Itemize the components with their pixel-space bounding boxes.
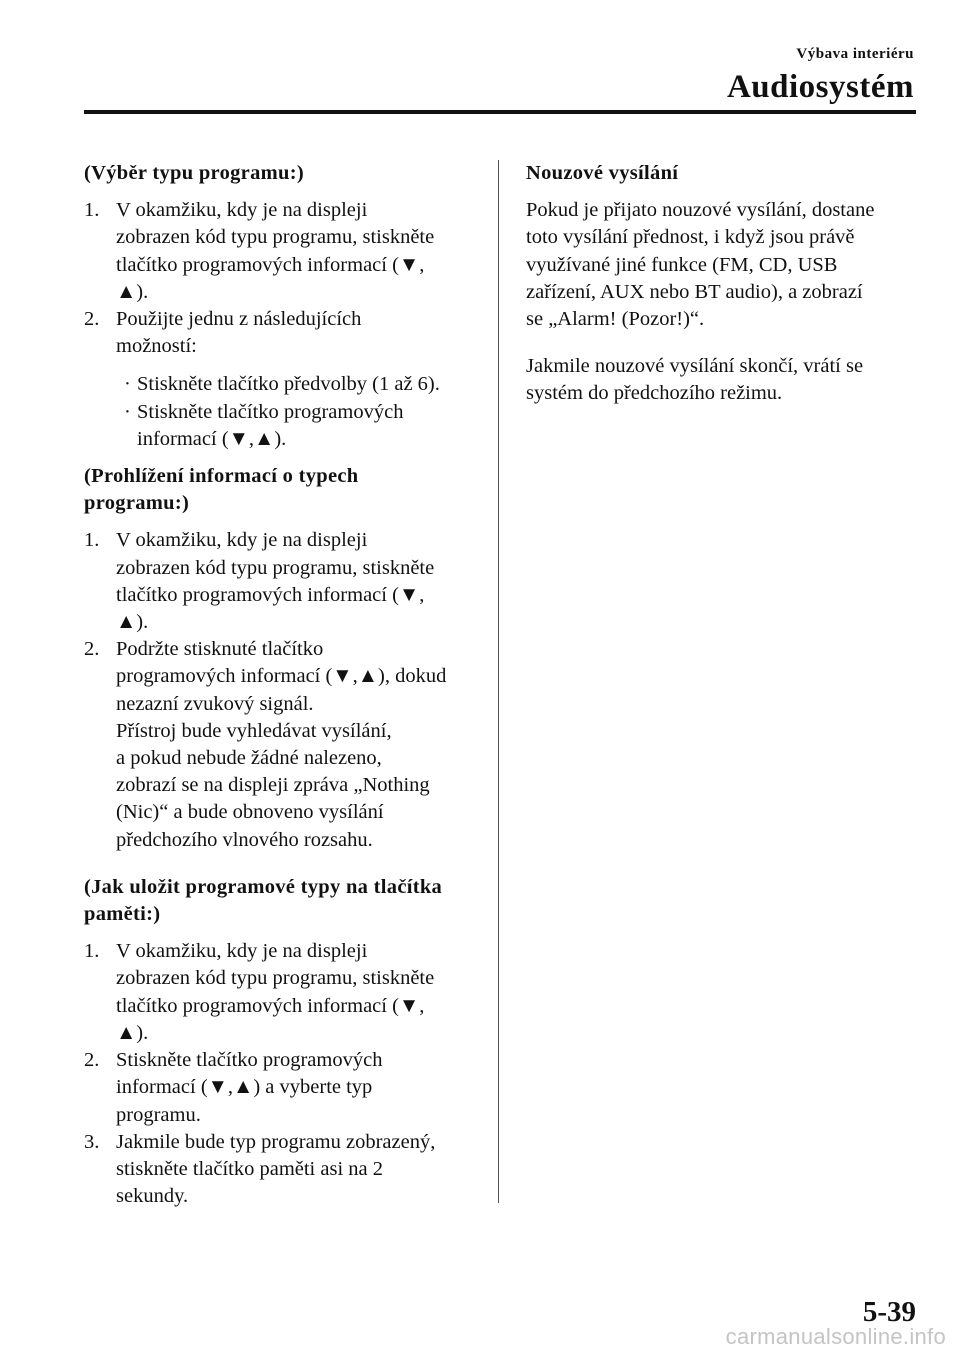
step-line: zobrazen kód typu programu, stiskněte bbox=[116, 556, 435, 579]
step-line: Jakmile bude typ programu zobrazený, bbox=[116, 1130, 436, 1153]
left-column bbox=[84, 160, 469, 1210]
paragraph-line: systém do předchozího režimu. bbox=[526, 382, 783, 405]
step-line: možností: bbox=[116, 335, 197, 358]
heading-line: (Prohlížení informací o typech bbox=[84, 465, 359, 488]
step bbox=[84, 1047, 469, 1129]
step bbox=[84, 306, 469, 360]
step-number: 2. bbox=[84, 638, 100, 661]
chapter-title: Audiosystém bbox=[726, 69, 914, 105]
bullet-dot-icon: · bbox=[124, 400, 131, 423]
step-line: Stiskněte tlačítko programových bbox=[116, 1049, 383, 1072]
paragraph-line: Jakmile nouzové vysílání skončí, vrátí se bbox=[526, 355, 864, 378]
step-line: programu. bbox=[116, 1103, 201, 1126]
spacer bbox=[84, 854, 469, 874]
bullet-dot-icon: · bbox=[124, 373, 131, 396]
step-line: předchozího vlnového rozsahu. bbox=[116, 828, 373, 851]
step-line: zobrazí se na displeji zpráva „Nothing bbox=[116, 774, 430, 797]
step-line: V okamžiku, kdy je na displeji bbox=[116, 199, 368, 222]
step-line: zobrazen kód typu programu, stiskněte bbox=[116, 226, 435, 249]
step bbox=[84, 1129, 469, 1211]
bullet-line: informací (▼,▲). bbox=[137, 427, 287, 450]
bullet-line: Stiskněte tlačítko programových bbox=[137, 400, 404, 423]
step-line: a pokud nebude žádné nalezeno, bbox=[116, 747, 382, 770]
step-line: ▲). bbox=[116, 611, 149, 634]
column-divider bbox=[498, 160, 499, 1203]
page-number: 5-39 bbox=[862, 1296, 916, 1328]
step-line: Přístroj bude vyhledávat vysílání, bbox=[116, 719, 392, 742]
watermark-link[interactable]: carmanualsonline.info bbox=[725, 1324, 946, 1349]
step-line: tlačítko programových informací (▼, bbox=[116, 994, 425, 1017]
step bbox=[84, 527, 469, 636]
section-heading bbox=[84, 463, 469, 517]
step-line: Použijte jednu z následujících bbox=[116, 308, 362, 331]
section-heading bbox=[84, 874, 469, 928]
paragraph bbox=[526, 197, 921, 333]
section-heading: (Výběr typu programu:) bbox=[84, 162, 304, 184]
paragraph-line: Pokud je přijato nouzové vysílání, dostane bbox=[526, 199, 875, 222]
paragraph-line: využívané jiné funkce (FM, CD, USB bbox=[526, 253, 838, 276]
right-column bbox=[526, 160, 921, 408]
step-line: ▲). bbox=[116, 280, 149, 303]
step-number: 3. bbox=[84, 1130, 100, 1153]
running-header bbox=[727, 46, 914, 106]
heading-line: programu:) bbox=[84, 492, 190, 515]
step-line: tlačítko programových informací (▼, bbox=[116, 253, 425, 276]
step-line: sekundy. bbox=[116, 1185, 189, 1208]
step-line: programových informací (▼,▲), dokud bbox=[116, 665, 447, 688]
step-number: 1. bbox=[84, 199, 100, 222]
bullet-list bbox=[84, 371, 469, 453]
bullet-item bbox=[124, 399, 469, 453]
paragraph bbox=[526, 353, 921, 407]
step-number: 1. bbox=[84, 940, 100, 963]
spacer bbox=[526, 333, 921, 353]
step-line: (Nic)“ a bude obnoveno vysílání bbox=[116, 801, 384, 824]
heading-line: paměti:) bbox=[84, 903, 161, 926]
step-line: Podržte stisknuté tlačítko bbox=[116, 638, 324, 661]
step-line: nezazní zvukový signál. bbox=[116, 692, 314, 715]
step-line: zobrazen kód typu programu, stiskněte bbox=[116, 967, 435, 990]
header-rule bbox=[84, 110, 916, 114]
paragraph-line: zařízení, AUX nebo BT audio), a zobrazí bbox=[526, 280, 863, 303]
step-line: V okamžiku, kdy je na displeji bbox=[116, 940, 368, 963]
bullet-item bbox=[124, 371, 469, 398]
step-line: informací (▼,▲) a vyberte typ bbox=[116, 1076, 373, 1099]
step-line: tlačítko programových informací (▼, bbox=[116, 583, 425, 606]
step-line: ▲). bbox=[116, 1021, 149, 1044]
paragraph-line: se „Alarm! (Pozor!)“. bbox=[526, 308, 705, 331]
step bbox=[84, 938, 469, 1047]
section-heading: Nouzové vysílání bbox=[526, 162, 679, 184]
step-number: 1. bbox=[84, 529, 100, 552]
step bbox=[84, 636, 469, 854]
step bbox=[84, 197, 469, 306]
section-name: Výbava interiéru bbox=[796, 46, 914, 62]
bullet-line: Stiskněte tlačítko předvolby (1 až 6). bbox=[137, 373, 440, 396]
paragraph-line: toto vysílání přednost, i když jsou právě bbox=[526, 226, 855, 249]
step-number: 2. bbox=[84, 1049, 100, 1072]
step-line: stiskněte tlačítko paměti asi na 2 bbox=[116, 1157, 384, 1180]
heading-line: (Jak uložit programové typy na tlačítka bbox=[84, 875, 443, 898]
step-number: 2. bbox=[84, 308, 100, 331]
step-line: V okamžiku, kdy je na displeji bbox=[116, 529, 368, 552]
